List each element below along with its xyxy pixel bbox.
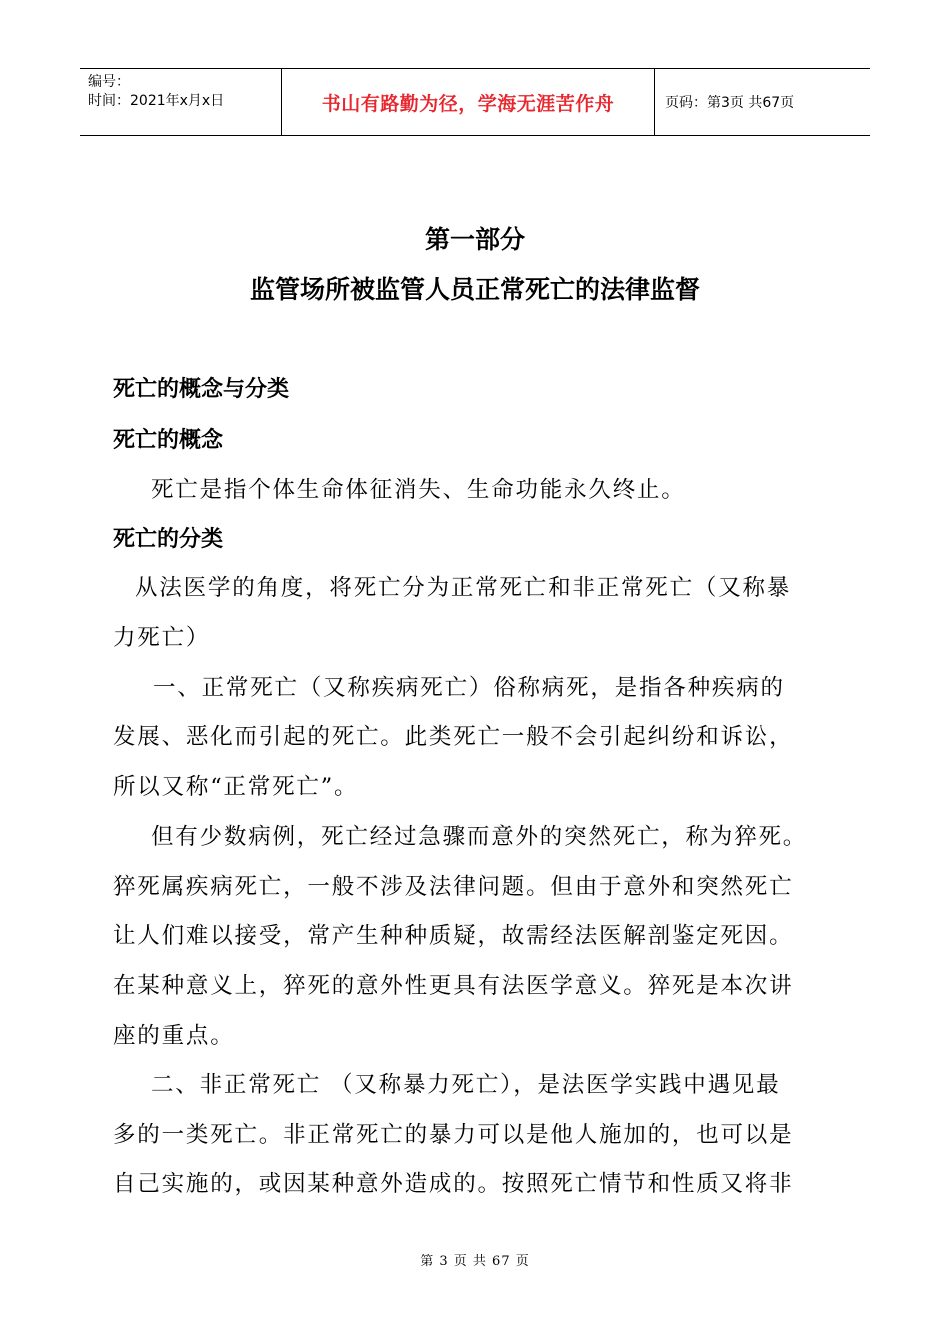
- main-title: 监管场所被监管人员正常死亡的法律监督: [249, 275, 700, 304]
- concept-paragraph: 死亡是指个体生命体征消失、生命功能永久终止。: [151, 477, 686, 503]
- part-title: 第一部分: [424, 225, 525, 254]
- time-label: 时间：2021年x月x日: [88, 93, 225, 109]
- paragraph-line: 座的重点。: [113, 1023, 235, 1049]
- section-heading-concept-classification: 死亡的概念与分类: [113, 377, 290, 402]
- paragraph-line: 一、正常死亡（又称疾病死亡）俗称病死，是指各种疾病的: [153, 675, 785, 701]
- paragraph-line: 在某种意义上，猝死的意外性更具有法医学意义。猝死是本次讲: [113, 973, 794, 999]
- header-motto: 书山有路勤为径，学海无涯苦作舟: [282, 69, 655, 135]
- paragraph-line: 所以又称“正常死亡”。: [113, 774, 359, 800]
- paragraph-line: 但有少数病例，死亡经过急骤而意外的突然死亡，称为猝死。: [151, 824, 808, 850]
- paragraph-line: 让人们难以接受，常产生种种质疑，故需经法医解剖鉴定死因。: [113, 923, 794, 949]
- page-footer: 第 3 页 共 67 页: [420, 1254, 530, 1269]
- paragraph-line: 自己实施的，或因某种意外造成的。按照死亡情节和性质又将非: [113, 1171, 794, 1197]
- subsection-heading-classification: 死亡的分类: [113, 527, 224, 552]
- paragraph-line: 二、非正常死亡 （又称暴力死亡），是法医学实践中遇见最: [151, 1072, 781, 1098]
- paragraph-line: 多的一类死亡。非正常死亡的暴力可以是他人施加的，也可以是: [113, 1122, 794, 1148]
- header-meta: [80, 69, 282, 135]
- header-page-info: 页码：第3页 共67页: [665, 95, 795, 111]
- subsection-heading-concept: 死亡的概念: [113, 428, 224, 453]
- paragraph-line: 从法医学的角度，将死亡分为正常死亡和非正常死亡（又称暴: [135, 575, 792, 601]
- paragraph-line: 发展、恶化而引起的死亡。此类死亡一般不会引起纠纷和诉讼，: [113, 724, 794, 750]
- paragraph-line: 力死亡）: [113, 625, 211, 651]
- number-label: 编号：: [88, 74, 130, 90]
- paragraph-line: 猝死属疾病死亡，一般不涉及法律问题。但由于意外和突然死亡: [113, 874, 794, 900]
- page-header: [80, 68, 870, 136]
